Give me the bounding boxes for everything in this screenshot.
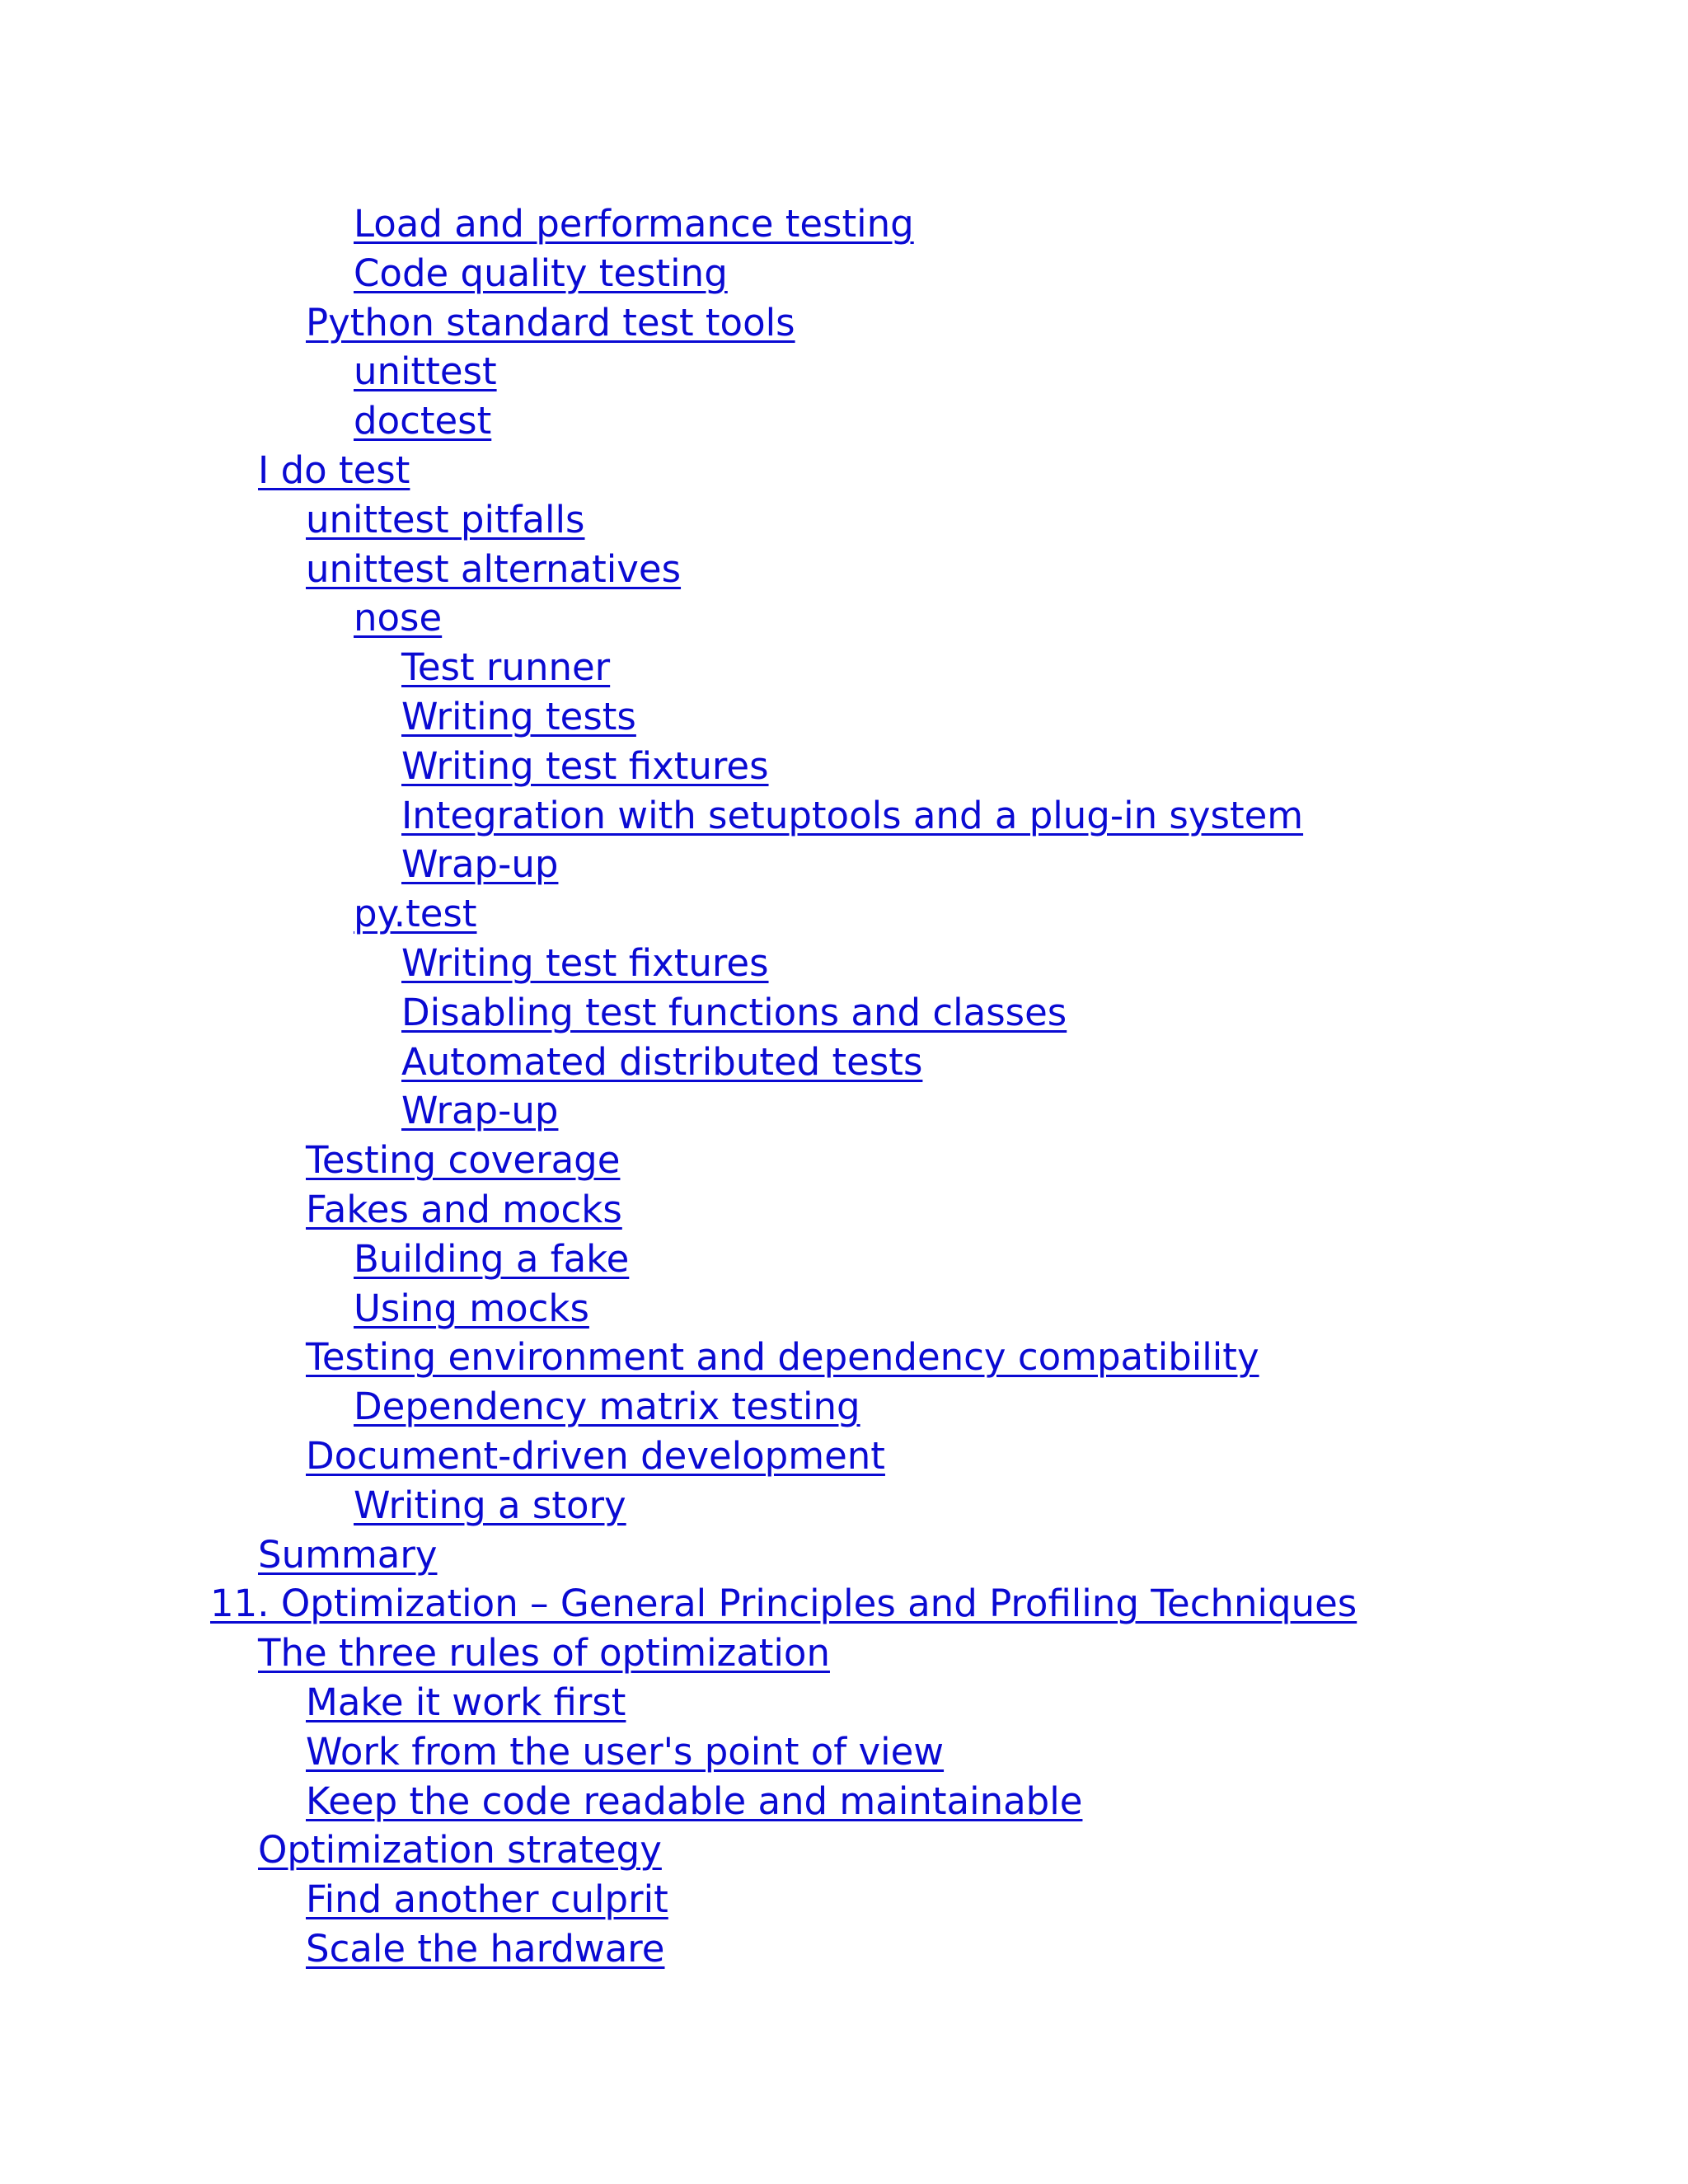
toc-entry: [0, 1629, 1688, 1678]
toc-link[interactable]: Load and performance testing: [354, 202, 914, 246]
table-of-contents: [0, 199, 1688, 1974]
toc-entry: [0, 742, 1688, 791]
toc-link[interactable]: Work from the user's point of view: [306, 1729, 945, 1774]
toc-entry: [0, 1825, 1688, 1875]
toc-entry: [0, 988, 1688, 1038]
toc-entry: [0, 347, 1688, 396]
toc-entry: [0, 1235, 1688, 1284]
toc-link[interactable]: Find another culprit: [306, 1877, 668, 1922]
toc-entry: [0, 840, 1688, 889]
toc-entry: [0, 1875, 1688, 1924]
toc-link[interactable]: Automated distributed tests: [401, 1039, 923, 1084]
toc-link[interactable]: The three rules of optimization: [258, 1631, 830, 1675]
toc-entry: [0, 593, 1688, 643]
toc-entry: [0, 1333, 1688, 1382]
toc-link[interactable]: Python standard test tools: [306, 300, 795, 344]
toc-entry: [0, 1579, 1688, 1629]
toc-entry: [0, 791, 1688, 841]
toc-entry: [0, 1284, 1688, 1333]
toc-link[interactable]: Disabling test functions and classes: [401, 990, 1067, 1034]
toc-entry: [0, 1777, 1688, 1826]
toc-entry: [0, 199, 1688, 249]
toc-link[interactable]: Document-driven development: [306, 1433, 885, 1478]
toc-link[interactable]: Fakes and mocks: [306, 1187, 622, 1231]
toc-link[interactable]: unittest pitfalls: [306, 497, 585, 541]
toc-entry: [0, 495, 1688, 545]
toc-link[interactable]: 11. Optimization – General Principles and Profiling Techniques: [210, 1582, 1357, 1626]
toc-link[interactable]: Test runner: [401, 645, 611, 690]
toc-link[interactable]: Scale the hardware: [306, 1926, 665, 1971]
toc-entry: [0, 545, 1688, 594]
toc-link[interactable]: Summary: [258, 1532, 438, 1577]
toc-link[interactable]: Writing tests: [401, 694, 636, 738]
toc-entry: [0, 889, 1688, 939]
toc-link[interactable]: doctest: [354, 399, 492, 443]
toc-entry: [0, 643, 1688, 692]
toc-link[interactable]: Writing a story: [354, 1483, 626, 1527]
toc-link[interactable]: nose: [354, 596, 443, 640]
toc-entry: [0, 1481, 1688, 1530]
toc-link[interactable]: Using mocks: [354, 1286, 589, 1330]
toc-entry: [0, 692, 1688, 742]
toc-entry: [0, 1530, 1688, 1580]
toc-entry: [0, 249, 1688, 298]
toc-link[interactable]: py.test: [354, 892, 477, 936]
toc-entry: [0, 939, 1688, 988]
toc-link[interactable]: unittest: [354, 349, 497, 394]
toc-link[interactable]: Writing test fixtures: [401, 743, 769, 788]
toc-link[interactable]: I do test: [258, 448, 410, 492]
toc-entry: [0, 1382, 1688, 1432]
toc-link[interactable]: Wrap-up: [401, 1089, 559, 1133]
toc-entry: [0, 1727, 1688, 1777]
toc-link[interactable]: Building a fake: [354, 1236, 630, 1281]
toc-entry: [0, 1678, 1688, 1727]
toc-link[interactable]: Optimization strategy: [258, 1828, 662, 1872]
toc-entry: [0, 1924, 1688, 1974]
toc-entry: [0, 1086, 1688, 1136]
toc-link[interactable]: Code quality testing: [354, 251, 728, 295]
toc-entry: [0, 1038, 1688, 1087]
toc-entry: [0, 446, 1688, 495]
toc-link[interactable]: Make it work first: [306, 1680, 626, 1724]
toc-entry: [0, 396, 1688, 446]
toc-entry: [0, 1136, 1688, 1185]
toc-link[interactable]: Wrap-up: [401, 842, 559, 887]
toc-link[interactable]: unittest alternatives: [306, 546, 682, 591]
toc-entry: [0, 1185, 1688, 1235]
toc-link[interactable]: Dependency matrix testing: [354, 1385, 860, 1429]
toc-link[interactable]: Writing test fixtures: [401, 940, 769, 985]
toc-link[interactable]: Testing environment and dependency compatibility: [306, 1335, 1259, 1380]
toc-link[interactable]: Keep the code readable and maintainable: [306, 1779, 1083, 1823]
toc-link[interactable]: Testing coverage: [306, 1138, 621, 1183]
toc-entry: [0, 298, 1688, 348]
toc-link[interactable]: Integration with setuptools and a plug-in system: [401, 793, 1304, 837]
toc-entry: [0, 1432, 1688, 1481]
